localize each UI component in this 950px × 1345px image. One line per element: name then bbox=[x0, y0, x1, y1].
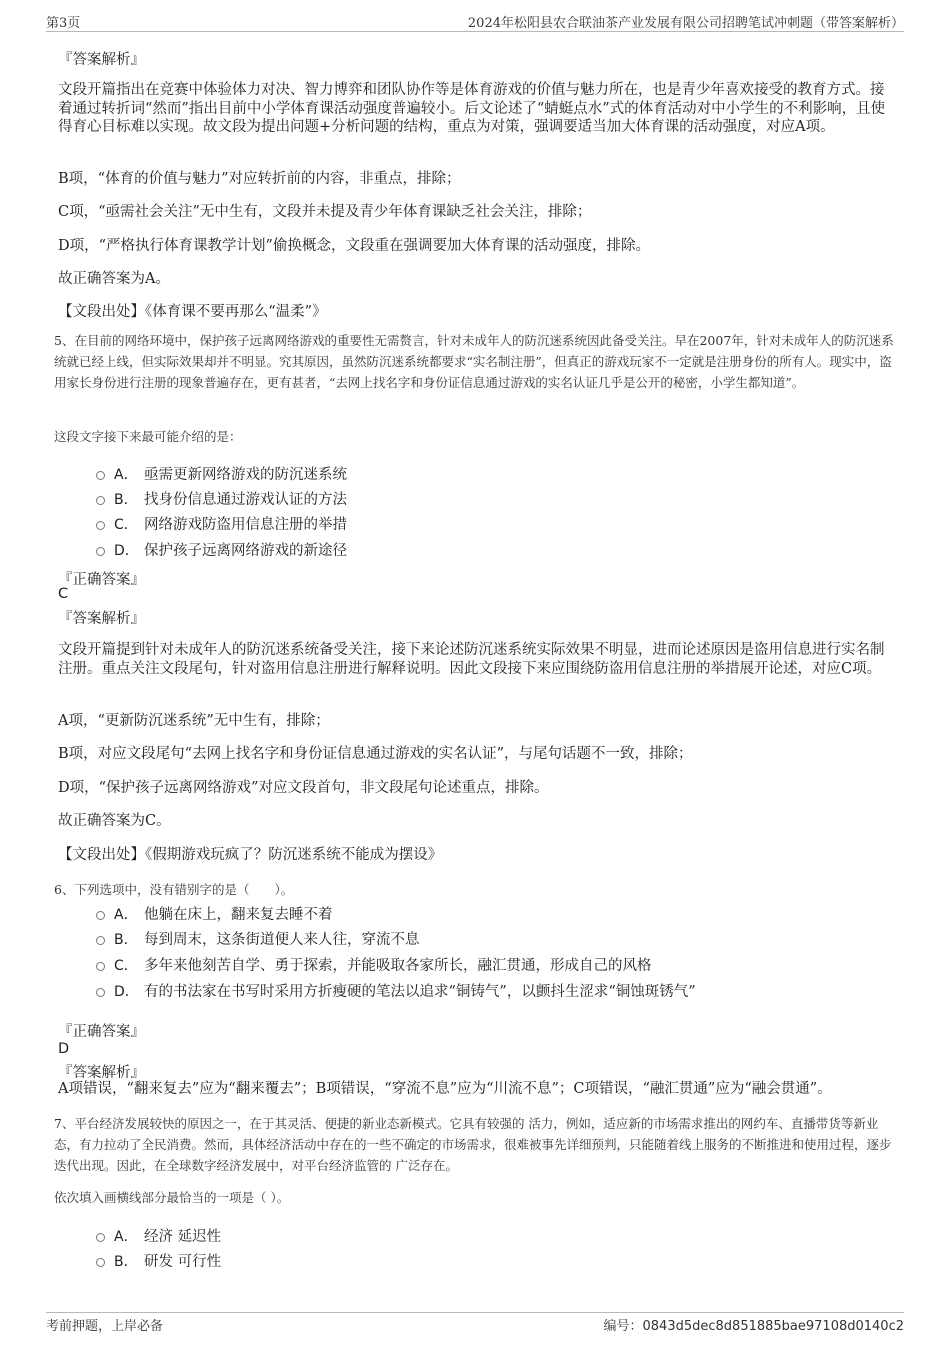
radio-icon[interactable] bbox=[96, 988, 105, 997]
q6-option-d[interactable]: D． 有的书法家在书写时采用方折瘦硬的笔法以追求“铜铸气”，以颤抖生涩求“铜蚀斑锈气” bbox=[96, 980, 696, 1001]
footer-slogan: 考前押题，上岸必备 bbox=[46, 1319, 164, 1334]
document-code-label: 编号： bbox=[603, 1319, 643, 1334]
analysis-option-d: D项，“保护孩子远离网络游戏”对应文段首句，非文段尾句论述重点，排除。 bbox=[58, 780, 549, 796]
analysis-option-b: B项，对应文段尾句“去网上找名字和身份证信息通过游戏的实名认证”，与尾句话题不一致，排除； bbox=[58, 746, 693, 762]
q6-option-a[interactable]: A． 他躺在床上，翻来复去睡不着 bbox=[96, 903, 333, 924]
text-source: 【文段出处】《体育课不要再那么“温柔”》 bbox=[58, 304, 327, 320]
q5-option-d[interactable]: D． 保护孩子远离网络游戏的新途径 bbox=[96, 539, 347, 560]
radio-icon[interactable] bbox=[96, 471, 105, 480]
analysis-label: 『答案解析』 bbox=[58, 52, 145, 68]
radio-icon[interactable] bbox=[96, 547, 105, 556]
analysis-option-d: D项，“严格执行体育课教学计划”偷换概念，文段重在强调要加大体育课的活动强度，排除。 bbox=[58, 238, 650, 254]
radio-icon[interactable] bbox=[96, 496, 105, 505]
analysis-text: A项错误，“翻来复去”应为“翻来覆去”；B项错误，“穿流不息”应为“川流不息”；C项错误，“融汇贯通”应为“融会贯通”。 bbox=[58, 1081, 832, 1097]
analysis-conclusion: 故正确答案为A。 bbox=[58, 271, 170, 287]
radio-icon[interactable] bbox=[96, 936, 105, 945]
radio-icon[interactable] bbox=[96, 521, 105, 530]
question-7-text: 7、平台经济发展较快的原因之一，在于其灵活、便捷的新业态新模式。它具有较强的 活力，例如，适应新的市场需求推出的网约车、直播带货等新业态，有力拉动了全民消费。然而，具体经济活动中存在的一些不确定的市场需求，很难被事先详细预判，只能随着线上服务的不断推进和使用过程，逐步迭代出现。因此，在全球数字经济发展中，对平台经济监管的 广泛存在。 bbox=[54, 1116, 892, 1173]
analysis-text: 文段开篇指出在竞赛中体验体力对决、智力博弈和团队协作等是体育游戏的价值与魅力所在，也是青少年喜欢接受的教育方式。接着通过转折词“然而”指出目前中小学体育课活动强度普遍较小。后文论述了“蜻蜓点水”式的体育活动对中小学生的不利影响，且使得育心目标难以实现。故文段为提出问题+分析问题的结构，重点为对策，强调要适当加大体育课的活动强度，对应A项。 bbox=[58, 82, 886, 135]
analysis-conclusion: 故正确答案为C。 bbox=[58, 813, 171, 829]
analysis-option-c: C项，“亟需社会关注”无中生有，文段并未提及青少年体育课缺乏社会关注，排除； bbox=[58, 204, 592, 220]
analysis-label: 『答案解析』 bbox=[58, 611, 145, 627]
footer-divider bbox=[46, 1312, 904, 1313]
analysis-text: 文段开篇提到针对未成年人的防沉迷系统备受关注，接下来论述防沉迷系统实际效果不明显，进而论述原因是盗用信息进行实名制注册。重点关注文段尾句，针对盗用信息注册进行解释说明。因此文段接下来应围绕防盗用信息注册的举措展开论述，对应C项。 bbox=[58, 642, 885, 677]
correct-answer: D bbox=[58, 1041, 70, 1057]
correct-answer-label: 『正确答案』 bbox=[58, 572, 145, 588]
analysis-option-b: B项，“体育的价值与魅力”对应转折前的内容，非重点，排除； bbox=[58, 171, 461, 187]
q5-option-c[interactable]: C． 网络游戏防盗用信息注册的举措 bbox=[96, 513, 347, 534]
page-number: 第3页 bbox=[46, 16, 81, 31]
q7-option-a[interactable]: A． 经济 延迟性 bbox=[96, 1225, 221, 1246]
radio-icon[interactable] bbox=[96, 1233, 105, 1242]
correct-answer-label: 『正确答案』 bbox=[58, 1024, 145, 1040]
document-title: 2024年松阳县农合联油茶产业发展有限公司招聘笔试冲刺题（带答案解析） bbox=[467, 16, 904, 31]
document-code bbox=[604, 1315, 905, 1334]
correct-answer: C bbox=[58, 586, 69, 602]
header-divider bbox=[46, 31, 904, 32]
q5-option-a[interactable]: A． 亟需更新网络游戏的防沉迷系统 bbox=[96, 463, 347, 484]
q7-option-b[interactable]: B． 研发 可行性 bbox=[96, 1250, 221, 1271]
question-6-text: 6、下列选项中，没有错别字的是（ ）。 bbox=[54, 882, 294, 897]
q6-option-c[interactable]: C． 多年来他刻苦自学、勇于探索，并能吸取各家所长，融汇贯通，形成自己的风格 bbox=[96, 954, 652, 975]
text-source: 【文段出处】《假期游戏玩疯了？防沉迷系统不能成为摆设》 bbox=[58, 847, 443, 863]
radio-icon[interactable] bbox=[96, 1258, 105, 1267]
radio-icon[interactable] bbox=[96, 911, 105, 920]
question-5-text: 5、在目前的网络环境中，保护孩子远离网络游戏的重要性无需赘言，针对未成年人的防沉迷系统因此备受关注。早在2007年，针对未成年人的防沉迷系统就已经上线，但实际效果却并不明显。究其原因，虽然防沉迷系统都要求“实名制注册”，但真正的游戏玩家不一定就是注册身份的所有人。现实中，盗用家长身份进行注册的现象普遍存在，更有甚者，“去网上找名字和身份证信息通过游戏的实名认证几乎是公开的秘密，小学生都知道”。 bbox=[54, 333, 894, 390]
document-code-value: 0843d5dec8d851885bae97108d0140c2 bbox=[642, 1319, 904, 1334]
analysis-label: 『答案解析』 bbox=[58, 1065, 145, 1081]
radio-icon[interactable] bbox=[96, 962, 105, 971]
q6-option-b[interactable]: B． 每到周末，这条街道便人来人往，穿流不息 bbox=[96, 928, 420, 949]
question-5-prompt: 这段文字接下来最可能介绍的是： bbox=[54, 429, 242, 444]
q5-option-b[interactable]: B． 找身份信息通过游戏认证的方法 bbox=[96, 488, 347, 509]
analysis-option-a: A项，“更新防沉迷系统”无中生有，排除； bbox=[58, 713, 330, 729]
question-7-prompt: 依次填入画横线部分最恰当的一项是（ ）。 bbox=[54, 1190, 290, 1205]
